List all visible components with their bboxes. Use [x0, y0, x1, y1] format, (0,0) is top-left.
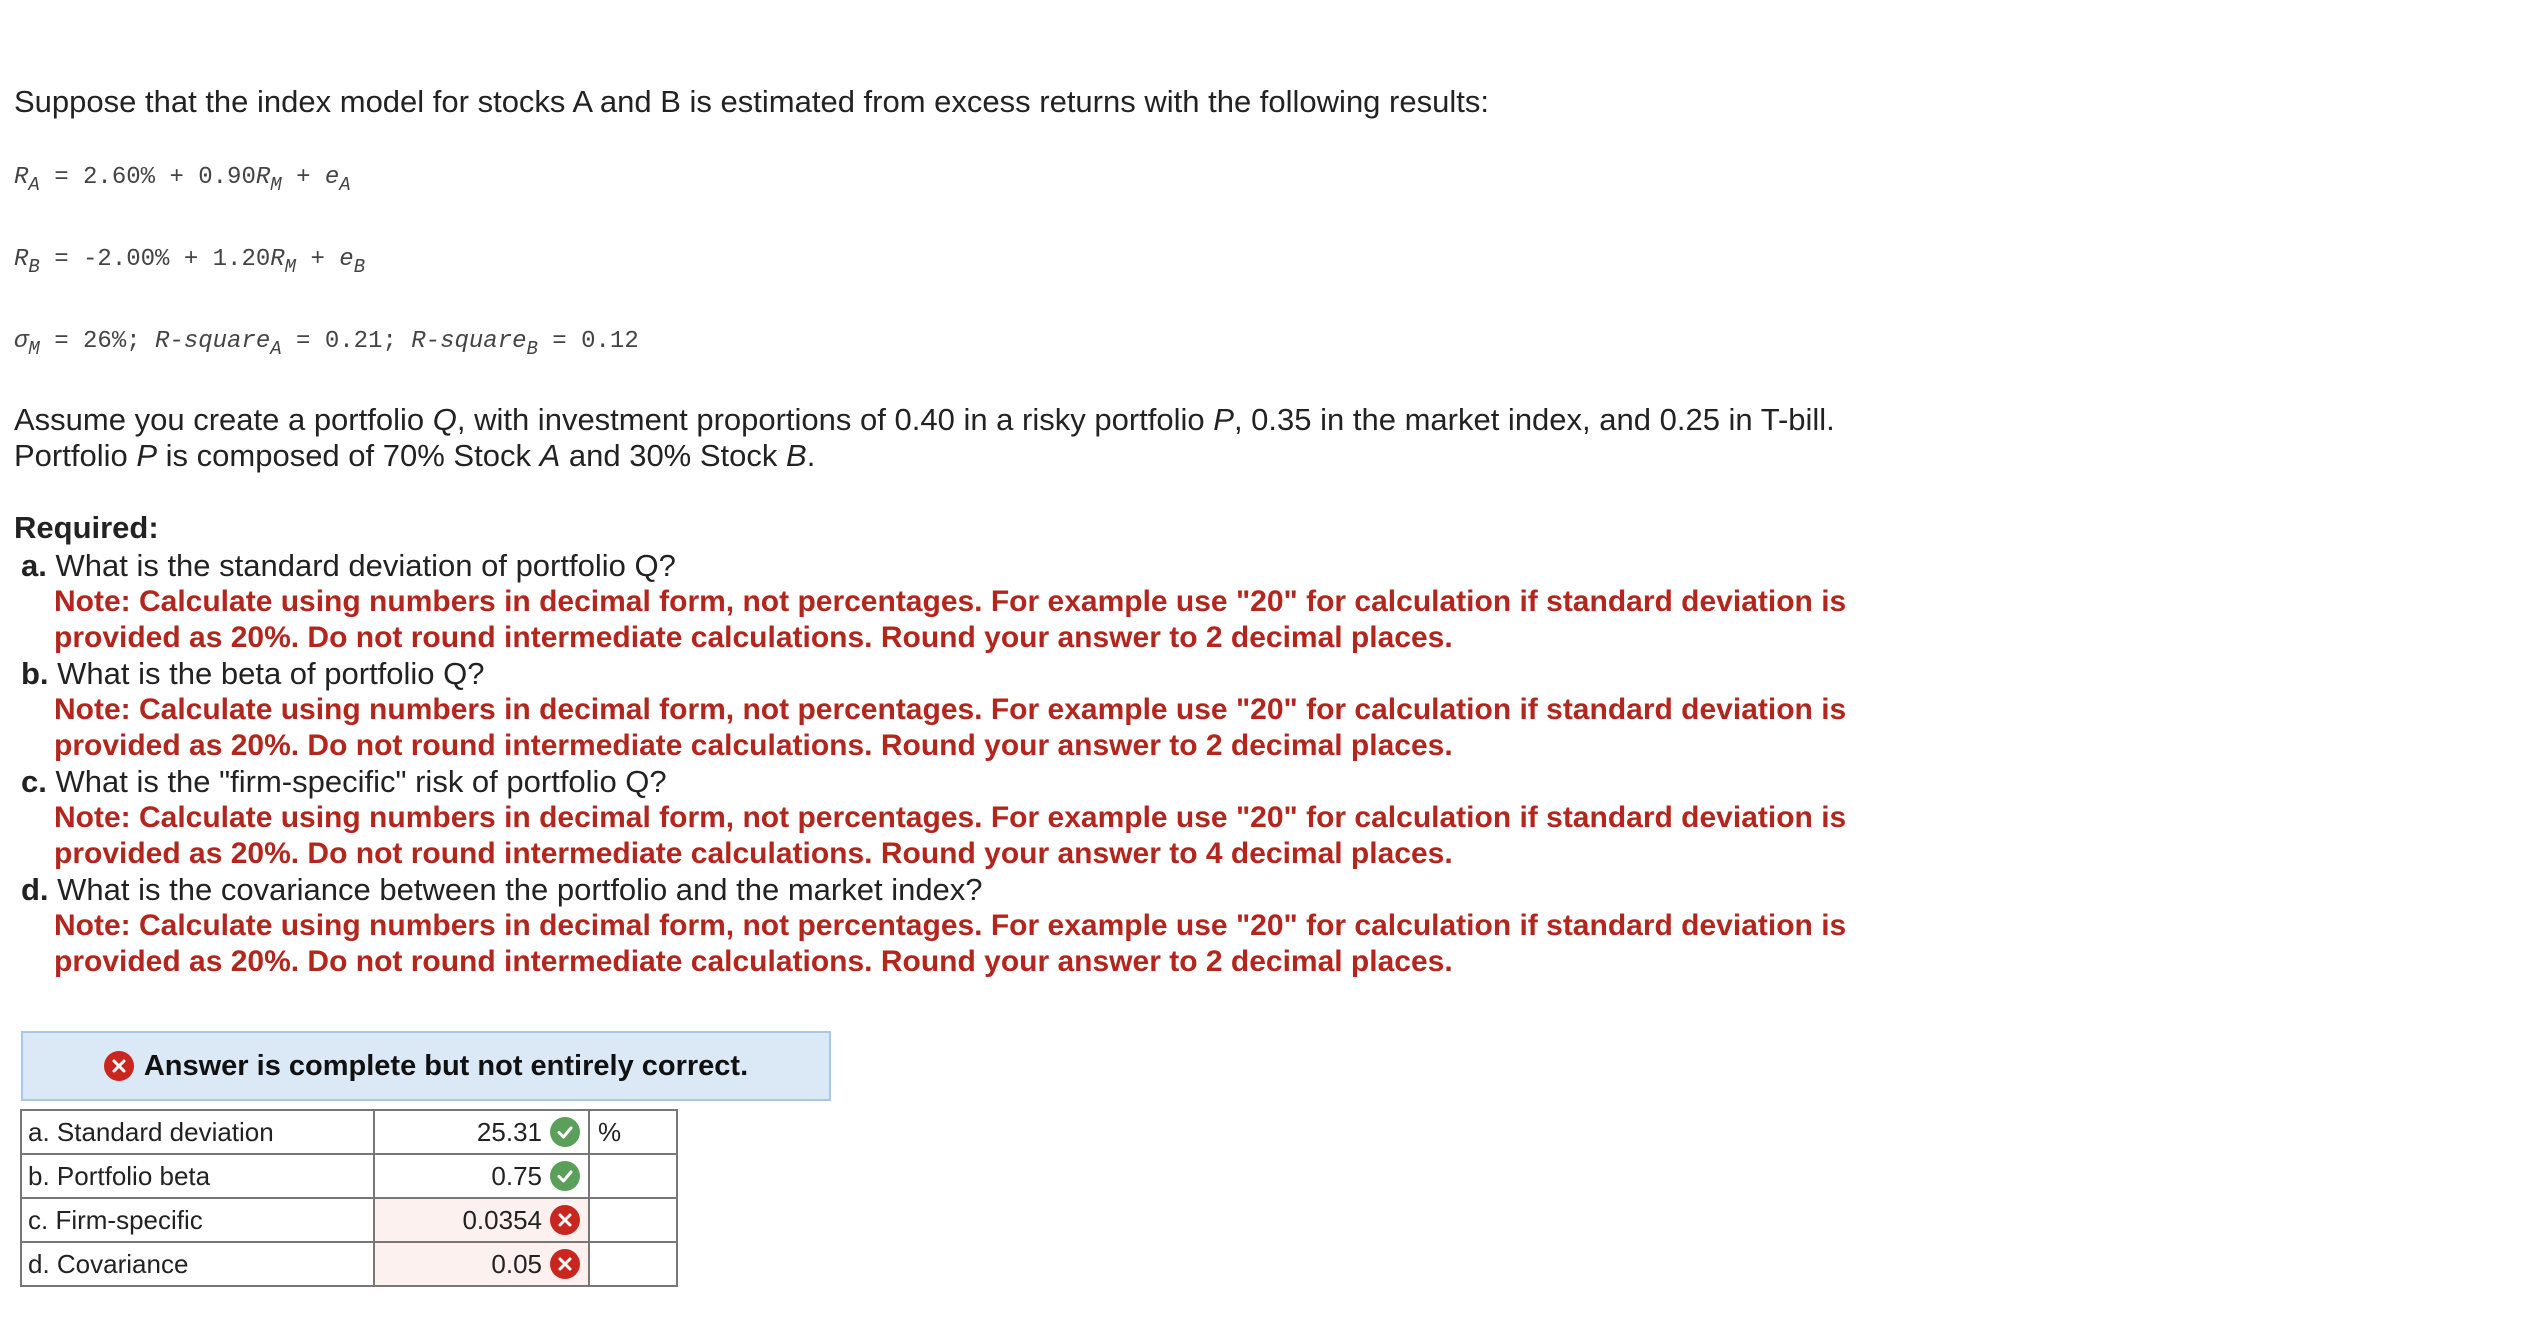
answer-unit	[589, 1198, 677, 1242]
equation-a: $R_A = 2.60\% + 0.90R_M + e_A$	[14, 164, 351, 196]
question-c: c. What is the "firm-specific" risk of portfolio Q?	[21, 764, 667, 799]
x-circle-icon	[550, 1249, 580, 1279]
x-circle-icon	[104, 1051, 134, 1081]
answer-row-d	[21, 1242, 677, 1286]
answer-label: c. Firm-specific	[21, 1198, 374, 1242]
note-d: Note: Calculate using numbers in decimal form, not percentages. For example use "20" for calculation if standard deviation is provided as 20%. Do not round intermediate calculations. Round your answer to 2 decimal places.	[54, 909, 1847, 978]
note-b: Note: Calculate using numbers in decimal form, not percentages. For example use "20" for calculation if standard deviation is provided as 20%. Do not round intermediate calculations. Round your answer to 2 decimal places.	[54, 693, 1847, 762]
answer-label: d. Covariance	[21, 1242, 374, 1286]
assumption-text: Assume you create a portfolio Q, with investment proportions of 0.40 in a risky portfolio P, 0.35 in the market index, and 0.25 in T-bill. Portfolio P is composed of 70% Stock A and 30% Stock B.	[14, 402, 1835, 473]
required-heading: Required:	[14, 510, 159, 545]
note-a: Note: Calculate using numbers in decimal form, not percentages. For example use "20" for calculation if standard deviation is provided as 20%. Do not round intermediate calculations. Round your answer to 2 decimal places.	[54, 585, 1847, 654]
equation-b: $R_B = -2.00\% + 1.20R_M + e_B$	[14, 246, 366, 278]
note-c: Note: Calculate using numbers in decimal form, not percentages. For example use "20" for calculation if standard deviation is provided as 20%. Do not round intermediate calculations. Round your answer to 4 decimal places.	[54, 801, 1847, 870]
answer-row-b	[21, 1154, 677, 1198]
question-d: d. What is the covariance between the portfolio and the market index?	[21, 872, 983, 907]
result-banner	[21, 1031, 831, 1101]
banner-text: Answer is complete but not entirely correct.	[143, 1049, 749, 1082]
x-circle-icon	[550, 1205, 580, 1235]
answer-value: 0.0354	[462, 1204, 542, 1235]
answer-value-cell[interactable]	[374, 1198, 589, 1242]
intro-text: Suppose that the index model for stocks A and B is estimated from excess returns with the following results:	[14, 84, 1489, 119]
answer-value: 0.05	[491, 1248, 542, 1279]
answer-value: 0.75	[491, 1160, 542, 1191]
answer-label: a. Standard deviation	[21, 1110, 374, 1154]
answer-unit	[589, 1242, 677, 1286]
answer-unit: %	[589, 1110, 677, 1154]
answer-row-c	[21, 1198, 677, 1242]
checkmark-icon	[550, 1117, 580, 1147]
answer-unit	[589, 1154, 677, 1198]
answer-value: 25.31	[476, 1116, 542, 1147]
answer-table	[20, 1109, 678, 1287]
equation-sigma-rsquare: $\sigma_M = 26\%$; R-square$_A$ = 0.21; R-square$_B$ = 0.12	[14, 328, 639, 360]
checkmark-icon	[550, 1161, 580, 1191]
question-a: a. What is the standard deviation of portfolio Q?	[21, 548, 676, 583]
answer-label: b. Portfolio beta	[21, 1154, 374, 1198]
answer-value-cell[interactable]	[374, 1154, 589, 1198]
answer-row-a	[21, 1110, 677, 1154]
question-b: b. What is the beta of portfolio Q?	[21, 656, 485, 691]
answer-value-cell[interactable]	[374, 1110, 589, 1154]
answer-value-cell[interactable]	[374, 1242, 589, 1286]
